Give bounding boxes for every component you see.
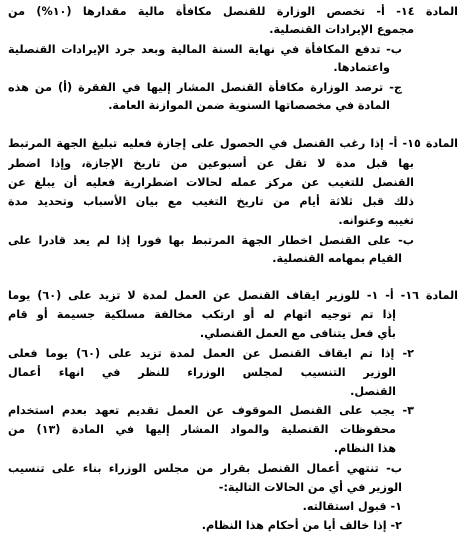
article-15-line-3: القنصل للتغيب عن مركز عمله لحالات اضطرارية فعليه أن يبلغ عن bbox=[8, 176, 414, 189]
article-16-line-5: الوزير التنسيب لمجلس الوزراء للنظر في انهاء أعمال bbox=[8, 366, 396, 379]
article-16-line-13: ٢- إذا خالف أيا من أحكام هذا النظام. bbox=[201, 519, 402, 532]
article-15-line-4: ذلك قبل ثلاثة أيام من تاريخ التغيب مع بيان الأسباب وتحديد مدة bbox=[8, 195, 414, 208]
article-14-line-5: ج- ترصد الوزارة مكافأة القنصل المشار إليها في الفقرة (أ) من هذه bbox=[8, 81, 402, 94]
article-14-line-6: المادة في مخصصاتها السنوية ضمن الموازنة العامة. bbox=[108, 99, 390, 112]
article-16-line-12: ١- قبول استقالته. bbox=[302, 500, 402, 513]
article-15-line-1: المادة ١٥- أ- إذا رغب القنصل في الحصول على إجازة فعليه تبليغ الجهة المرتبط bbox=[8, 137, 458, 150]
article-16-line-11: الوزير في أي من الحالات التالية:- bbox=[218, 481, 402, 494]
article-14-line-4: واعتمادها. bbox=[333, 61, 390, 74]
article-16-line-8: محفوظات القنصلية والمواد المشار إليها في المادة (١٣) من bbox=[8, 423, 396, 436]
article-15-line-2: بها قبل مدة لا تقل عن أسبوعين من تاريخ الإجازة، وإذا اضطر bbox=[8, 157, 414, 170]
article-14-line-2: مجموع الإيرادات القنصلية. bbox=[269, 23, 414, 36]
article-16-line-4: ٢- إذا تم ايقاف القنصل عن العمل لمدة تزيد على (٦٠) يوما فعلى bbox=[8, 347, 414, 360]
article-14-line-3: ب- تدفع المكافأة في نهاية السنة المالية وبعد جرد الإيرادات القنصلية bbox=[8, 43, 402, 56]
article-15-line-5: تغيبه وعنوانه. bbox=[338, 214, 414, 227]
article-16-line-1: المادة ١٦- أ- ١- للوزير ايقاف القنصل عن العمل لمدة لا تزيد على (٦٠) يوما bbox=[8, 289, 458, 302]
article-16-line-2: إذا تم توجيه اتهام له أو ارتكب مخالفة مسلكية جسيمة أو قام bbox=[8, 308, 396, 321]
article-15-line-7: القيام بمهامه القنصلية. bbox=[272, 252, 402, 265]
article-14-line-1: المادة ١٤- أ- تخصص الوزارة للقنصل مكافأة مالية مقدارها (١٠%) من bbox=[8, 5, 458, 18]
article-16-line-9: هذا النظام. bbox=[333, 442, 396, 455]
article-16-line-7: ٣- يجب على القنصل الموقوف عن العمل تقديم تعهد بعدم استخدام bbox=[8, 404, 414, 417]
article-15-line-6: ب- على القنصل اخطار الجهة المرتبط بها فورا إذا لم يعد قادرا على bbox=[8, 234, 414, 247]
article-16-line-6: القنصل. bbox=[350, 385, 396, 398]
article-16-line-10: ب- تنتهي أعمال القنصل بقرار من مجلس الوزراء بناء على تنسيب bbox=[8, 462, 402, 475]
article-16-line-3: بأي فعل يتنافى مع العمل القنصلي. bbox=[199, 327, 396, 340]
